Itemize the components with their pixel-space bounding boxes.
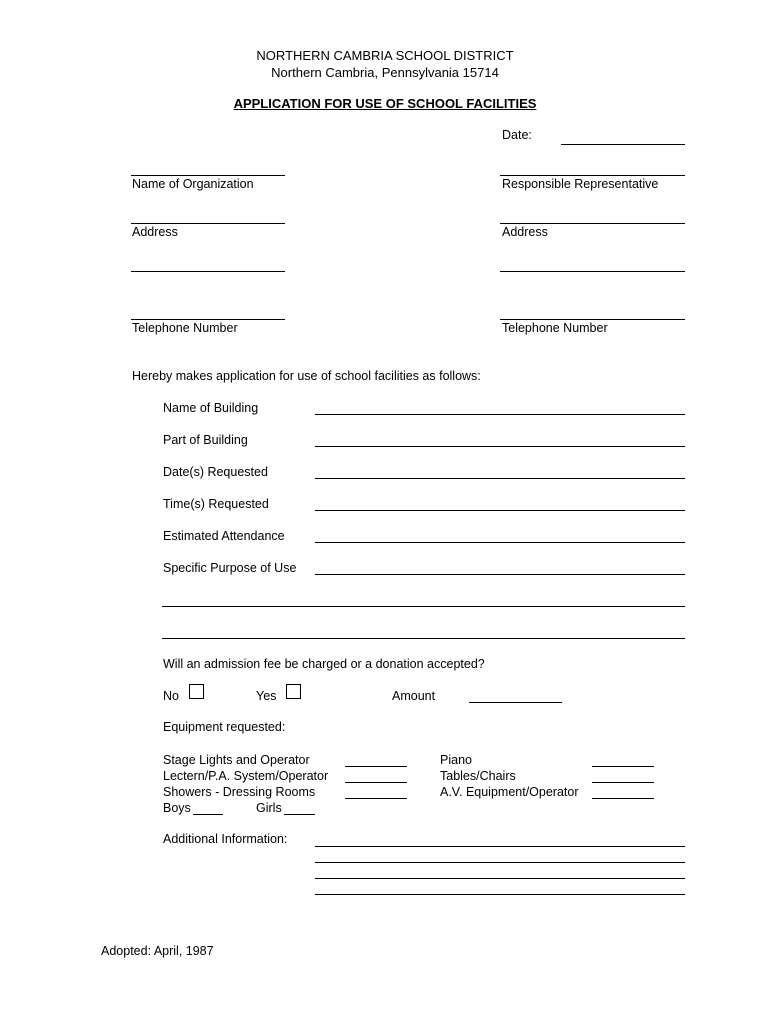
district-name: NORTHERN CAMBRIA SCHOOL DISTRICT — [256, 48, 514, 63]
stage-label: Stage Lights and Operator — [163, 753, 310, 767]
address-label-left: Address — [132, 225, 178, 239]
telephone-field-left[interactable] — [131, 319, 285, 320]
part-label: Part of Building — [163, 433, 248, 447]
av-label: A.V. Equipment/Operator — [440, 785, 579, 799]
intro-text: Hereby makes application for use of school facilities as follows: — [132, 369, 481, 383]
attendance-label: Estimated Attendance — [163, 529, 285, 543]
representative-label: Responsible Representative — [502, 177, 659, 191]
amount-label: Amount — [392, 689, 436, 703]
telephone-label-right: Telephone Number — [502, 321, 608, 335]
fee-question: Will an admission fee be charged or a donation accepted? — [163, 657, 485, 671]
showers-field[interactable] — [345, 798, 407, 799]
building-label: Name of Building — [163, 401, 259, 415]
additional-label: Additional Information: — [163, 832, 288, 846]
additional-line4[interactable] — [315, 894, 685, 895]
dates-field[interactable] — [315, 478, 685, 479]
girls-label: Girls — [256, 801, 282, 815]
av-field[interactable] — [592, 798, 654, 799]
telephone-label-left: Telephone Number — [132, 321, 238, 335]
date-label: Date: — [502, 128, 532, 142]
form-title: APPLICATION FOR USE OF SCHOOL FACILITIES — [233, 96, 537, 111]
amount-field[interactable] — [469, 702, 562, 703]
showers-label: Showers - Dressing Rooms — [163, 785, 316, 799]
district-location: Northern Cambria, Pennsylvania 15714 — [271, 65, 499, 80]
address-line2-left[interactable] — [131, 271, 285, 272]
additional-line3[interactable] — [315, 878, 685, 879]
purpose-label: Specific Purpose of Use — [163, 561, 297, 575]
date-field[interactable] — [561, 144, 685, 145]
organization-field[interactable] — [131, 175, 285, 176]
piano-label: Piano — [440, 753, 472, 767]
building-field[interactable] — [315, 414, 685, 415]
attendance-field[interactable] — [315, 542, 685, 543]
girls-field[interactable] — [284, 814, 315, 815]
yes-label: Yes — [256, 689, 277, 703]
boys-label: Boys — [163, 801, 191, 815]
tables-label: Tables/Chairs — [440, 769, 516, 783]
yes-checkbox[interactable] — [286, 684, 301, 699]
piano-field[interactable] — [592, 766, 654, 767]
adopted-footer: Adopted: April, 1987 — [101, 944, 214, 958]
address-field-right[interactable] — [500, 223, 685, 224]
telephone-field-right[interactable] — [500, 319, 685, 320]
times-field[interactable] — [315, 510, 685, 511]
address-label-right: Address — [502, 225, 548, 239]
purpose-line2[interactable] — [162, 606, 685, 607]
times-label: Time(s) Requested — [163, 497, 269, 511]
address-line2-right[interactable] — [500, 271, 685, 272]
tables-field[interactable] — [592, 782, 654, 783]
purpose-line3[interactable] — [162, 638, 685, 639]
equipment-heading: Equipment requested: — [163, 720, 286, 734]
no-label: No — [163, 689, 179, 703]
representative-field[interactable] — [500, 175, 685, 176]
dates-label: Date(s) Requested — [163, 465, 268, 479]
additional-line1[interactable] — [315, 846, 685, 847]
boys-field[interactable] — [193, 814, 223, 815]
additional-line2[interactable] — [315, 862, 685, 863]
lectern-field[interactable] — [345, 782, 407, 783]
address-field-left[interactable] — [131, 223, 285, 224]
no-checkbox[interactable] — [189, 684, 204, 699]
part-field[interactable] — [315, 446, 685, 447]
lectern-label: Lectern/P.A. System/Operator — [163, 769, 329, 783]
stage-field[interactable] — [345, 766, 407, 767]
purpose-field[interactable] — [315, 574, 685, 575]
organization-label: Name of Organization — [132, 177, 254, 191]
